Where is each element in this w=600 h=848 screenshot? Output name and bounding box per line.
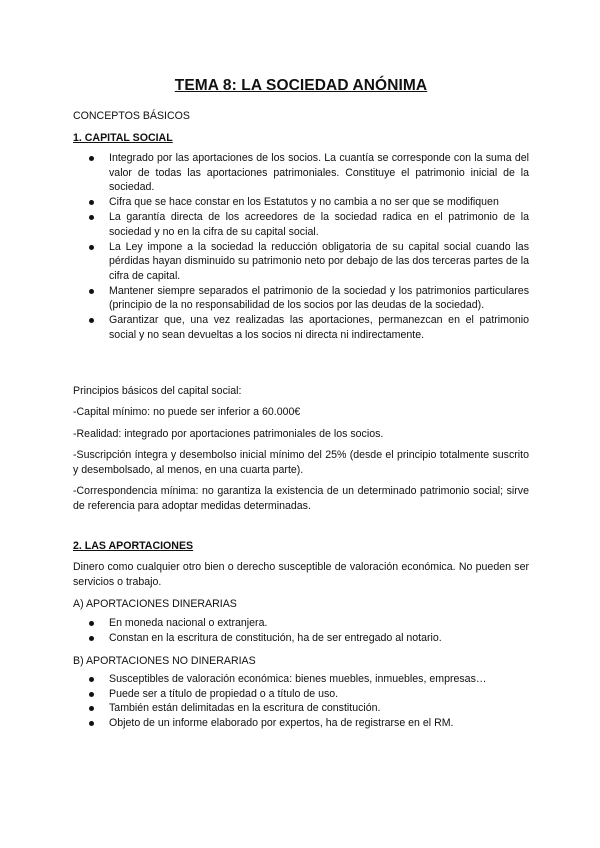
bullet-icon [89,215,94,220]
list-item: Cifra que se hace constar en los Estatutos y no cambia a no ser que se modifiquen [73,195,529,210]
subheading-dinerarias: A) APORTACIONES DINERARIAS [73,598,237,610]
section-heading-capital-social: 1. CAPITAL SOCIAL [73,132,173,144]
bullet-icon [89,621,94,626]
document-title: TEMA 8: LA SOCIEDAD ANÓNIMA [174,77,428,94]
bullet-icon [89,692,94,697]
bullet-icon [89,289,94,294]
bullet-icon [89,318,94,323]
list-item: Objeto de un informe elaborado por expertos, ha de registrarse en el RM. [73,716,529,731]
aportaciones-intro: Dinero como cualquier otro bien o derecho susceptible de valoración económica. No pueden ser servicios o trabajo. [73,561,529,588]
intro-label: CONCEPTOS BÁSICOS [73,110,190,122]
bullet-icon [89,721,94,726]
list-item: En moneda nacional o extranjera. [73,616,529,631]
bullet-icon [89,677,94,682]
section-heading-aportaciones: 2. LAS APORTACIONES [73,540,194,552]
principle-item: -Suscripción íntegra y desembolso inicial mínimo del 25% (desde el principio totalmente suscrito y desembolsado, al menos, en una cuarta parte). [73,449,529,476]
list-item: Susceptibles de valoración económica: bienes muebles, inmuebles, empresas… [73,672,529,687]
list-item: Integrado por las aportaciones de los socios. La cuantía se corresponde con la suma del valor de todas las aportaciones patrimoniales. Constituye el patrimonio inicial de la sociedad. [73,151,529,195]
list-item: También están delimitadas en la escritura de constitución. [73,701,529,716]
list-item: Garantizar que, una vez realizadas las aportaciones, permanezcan en el patrimonio social y no sean devueltas a los socios ni directa ni indirectamente. [73,313,529,342]
subheading-no-dinerarias: B) APORTACIONES NO DINERARIAS [73,655,256,667]
list-item: Puede ser a título de propiedad o a título de uso. [73,687,529,702]
bullet-icon [89,636,94,641]
list-item: Mantener siempre separados el patrimonio de la sociedad y los patrimonios particulares (principio de la no responsabilidad de los socios por las deudas de la sociedad). [73,284,529,313]
bullet-icon [89,245,94,250]
bullet-icon [89,156,94,161]
principle-item: -Capital mínimo: no puede ser inferior a 60.000€ [73,406,301,418]
list-item: Constan en la escritura de constitución, ha de ser entregado al notario. [73,631,529,646]
list-item: La Ley impone a la sociedad la reducción obligatoria de su capital social cuando las pérdidas hayan disminuido su patrimonio neto por debajo de las dos terceras partes de la cifra de capital. [73,240,529,284]
list-item: La garantía directa de los acreedores de la sociedad radica en el patrimonio de la sociedad y no en la cifra de su capital social. [73,210,529,239]
capital-social-list [73,151,529,343]
dinerarias-list [73,616,529,645]
principle-item: -Realidad: integrado por aportaciones patrimoniales de los socios. [73,428,384,440]
bullet-icon [89,200,94,205]
principles-heading: Principios básicos del capital social: [73,385,242,397]
principle-item: -Correspondencia mínima: no garantiza la existencia de un determinado patrimonio social; sirve de referencia para adoptar medidas determinadas. [73,485,529,512]
bullet-icon [89,706,94,711]
no-dinerarias-list [73,672,529,730]
